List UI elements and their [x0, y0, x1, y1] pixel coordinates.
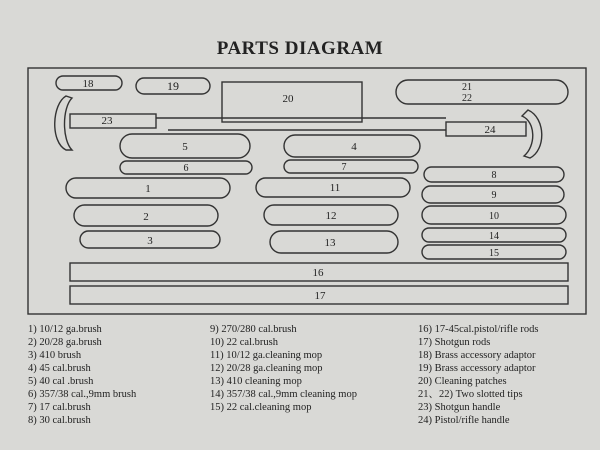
- part-22-label: 22: [462, 93, 472, 104]
- part-19-label: 19: [167, 79, 179, 93]
- legend-item: 23) Shotgun handle: [418, 402, 501, 413]
- part-20-label: 20: [282, 93, 294, 105]
- part-24-label: 24: [484, 124, 496, 136]
- part-2-label: 2: [143, 211, 149, 223]
- legend-item: 15) 22 cal.cleaning mop: [210, 402, 312, 413]
- legend-column-2: [210, 323, 357, 414]
- legend-item: 3) 410 brush: [28, 350, 82, 361]
- legend-item: 17) Shotgun rods: [418, 337, 491, 348]
- diagram-title: PARTS DIAGRAM: [216, 38, 384, 59]
- part-21-label: 21: [462, 82, 472, 93]
- legend-item: 14) 357/38 cal.,9mm cleaning mop: [210, 389, 357, 400]
- legend-item: 13) 410 cleaning mop: [210, 376, 302, 387]
- part-5-label: 5: [182, 141, 188, 153]
- legend-item: 11) 10/12 ga.cleaning mop: [210, 350, 323, 361]
- legend-item: 12) 20/28 ga.cleaning mop: [210, 363, 323, 374]
- legend-item: 16) 17-45cal.pistol/rifle rods: [418, 324, 539, 335]
- part-16-label: 16: [312, 267, 324, 279]
- part-23-label: 23: [101, 115, 113, 127]
- legend-item: 8) 30 cal.brush: [28, 415, 91, 426]
- legend-item: 20) Cleaning patches: [418, 376, 507, 387]
- part-21-22-shape: [396, 80, 568, 104]
- part-24-shape: [522, 110, 542, 158]
- legend-item: 24) Pistol/rifle handle: [418, 415, 510, 426]
- part-4-label: 4: [351, 141, 357, 153]
- legend-item: 2) 20/28 ga.brush: [28, 337, 102, 348]
- legend-column-1: [28, 323, 136, 427]
- part-7-label: 7: [341, 162, 347, 173]
- legend-item: 5) 40 cal .brush: [28, 376, 94, 387]
- part-7-shape: [284, 160, 418, 173]
- part-6-label: 6: [183, 163, 189, 174]
- legend-item: 21、22) Two slotted tips: [418, 389, 523, 400]
- diagram-frame: [28, 68, 586, 314]
- part-9-label: 9: [491, 190, 497, 201]
- part-17-label: 17: [314, 290, 326, 302]
- part-23-grip: [70, 114, 156, 128]
- part-14-label: 14: [489, 231, 499, 242]
- part-8-label: 8: [491, 170, 497, 181]
- legend-item: 1) 10/12 ga.brush: [28, 324, 102, 335]
- legend-column-3: [418, 323, 538, 427]
- part-1-label: 1: [145, 183, 151, 195]
- legend-item: 10) 22 cal.brush: [210, 337, 278, 348]
- legend-item: 18) Brass accessory adaptor: [418, 350, 536, 361]
- part-15-label: 15: [489, 248, 499, 259]
- legend-item: 19) Brass accessory adaptor: [418, 363, 536, 374]
- legend-item: 7) 17 cal.brush: [28, 402, 91, 413]
- part-18-label: 18: [82, 78, 94, 90]
- legend-item: 6) 357/38 cal.,9mm brush: [28, 389, 137, 400]
- legend-item: 9) 270/280 cal.brush: [210, 324, 297, 335]
- part-10-label: 10: [489, 211, 499, 222]
- part-13-label: 13: [324, 237, 336, 249]
- part-11-label: 11: [329, 182, 341, 194]
- legend-item: 4) 45 cal.brush: [28, 363, 91, 374]
- part-3-label: 3: [147, 235, 153, 247]
- part-12-label: 12: [325, 210, 337, 222]
